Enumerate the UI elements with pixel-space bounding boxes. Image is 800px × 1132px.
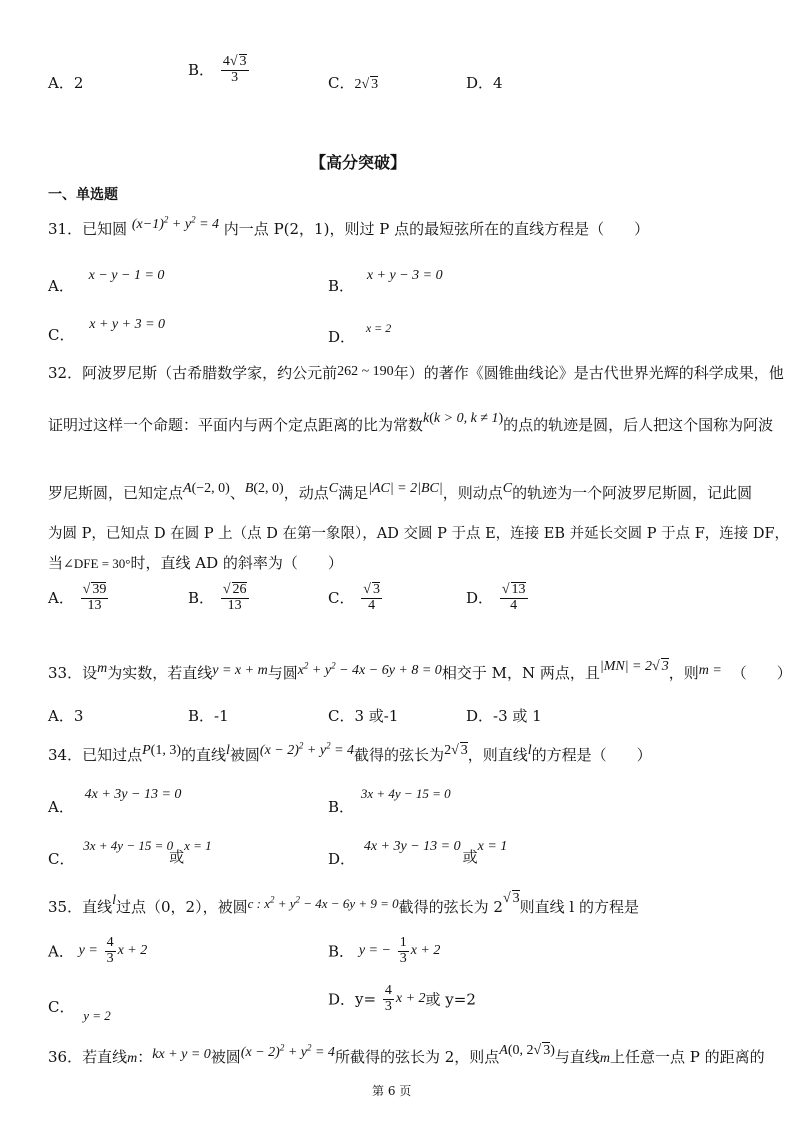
top-option-d: D．4 — [466, 74, 503, 92]
q32-line-3: 罗尼斯圆，已知定点A(−2, 0)、B(2, 0)，动点C满足|AC| = 2|BC|，则动点C的轨迹为一个阿波罗尼斯圆，记此圆 — [48, 481, 753, 502]
q35-option-c: C． y = 2 — [48, 998, 111, 1023]
q33-option-d: D．-3 或 1 — [466, 707, 542, 725]
q33-option-a: A．3 — [48, 707, 84, 725]
q32-option-a: A． $\frac{√ 39}{13}$ — [48, 582, 107, 613]
q35-option-a: A． y = $\frac{4}{3}$ x + 2 — [48, 935, 148, 966]
q32-line-5: 当∠DFE = 30°时，直线 AD 的斜率为（ ） — [48, 554, 343, 572]
q31-option-d: D． x = 2 — [328, 321, 392, 346]
question-36: 36．若直线m：kx + y = 0被圆$(x - 2)^2 + y^2 = 4$所截得的弦长为 2，则点A(0, 2√ 3)与直线m上任意一点 P 的距离的 — [48, 1042, 765, 1066]
page-number: 第 6 页 — [372, 1084, 412, 1098]
q34-option-a: A． 4x + 3y − 13 = 0 — [48, 787, 182, 816]
question-33: 33．设m为实数，若直线y = x + m与圆$x^2 + y^2 - 4x - 6y + 8 = 0$相交于 M，N 两点，且|MN| = 2√ 3，则m = （ ） — [48, 659, 792, 682]
question-35: 35．直线l过点（0，2），被圆c : $x^2 + y^2 - 4x - 6y + 9 = 0$截得的弦长为 2√ 3则直线 l 的方程是 — [48, 891, 639, 916]
q35-option-d: D．y= $\frac{4}{3}$ x + 2或 y=2 — [328, 983, 476, 1014]
top-option-c: C．2√ 3 — [328, 74, 379, 92]
q34-option-d: D． 4x + 3y − 13 = 0或x = 1 — [328, 839, 508, 868]
q32-line-1: 32．阿波罗尼斯（古希腊数学家，约公元前262 ~ 190年）的著作《圆锥曲线论》是古代世界光辉的科学成果，他 — [48, 364, 784, 382]
question-34: 34．已知过点P(1, 3)的直线l被圆$(x - 2)^2 + y^2 = 4$截得的弦长为2√ 3，则直线l的方程是（ ） — [48, 740, 652, 764]
q32-line-4: 为圆 P，已知点 D 在圆 P 上（点 D 在第一象限），AD 交圆 P 于点 E，连接 EB 并延长交圆 P 于点 F，连接 DF， — [48, 526, 790, 542]
q35-option-b: B． y = − $\frac{1}{3}$ x + 2 — [328, 935, 441, 966]
top-option-a: A．2 — [48, 74, 84, 92]
q34-option-c: C． 3x + 4y − 15 = 0或x = 1 — [48, 838, 212, 868]
q33-option-b: B．-1 — [188, 707, 229, 725]
section-title: 【高分突破】 — [310, 153, 407, 172]
q31-option-a: A． x − y − 1 = 0 — [48, 268, 165, 295]
q33-option-c: C．3 或-1 — [328, 707, 399, 725]
q32-option-b: B． $\frac{√ 26}{13}$ — [188, 582, 247, 613]
top-option-b: B． $\frac{4√ 3}{3}$ — [188, 54, 247, 85]
q32-option-d: D． $\frac{√ 13}{4}$ — [466, 582, 526, 613]
question-31: 31．已知圆 $(x-1)^2 + y^2 = 4$ 内一点 P(2，1)，则过 P 点的最短弦所在的直线方程是（ ） — [48, 214, 650, 238]
section-heading: 一、单选题 — [48, 187, 118, 203]
q34-option-b: B． 3x + 4y − 15 = 0 — [328, 786, 451, 816]
q31-option-c: C． x + y + 3 = 0 — [48, 317, 166, 344]
q31-option-b: B． x + y − 3 = 0 — [328, 268, 443, 295]
q32-line-2: 证明过这样一个命题：平面内与两个定点距离的比为常数k(k > 0, k ≠ 1)的点的轨迹是圆，后人把这个国称为阿波 — [48, 411, 774, 434]
q32-option-c: C． $\frac{√ 3}{4}$ — [328, 582, 380, 613]
